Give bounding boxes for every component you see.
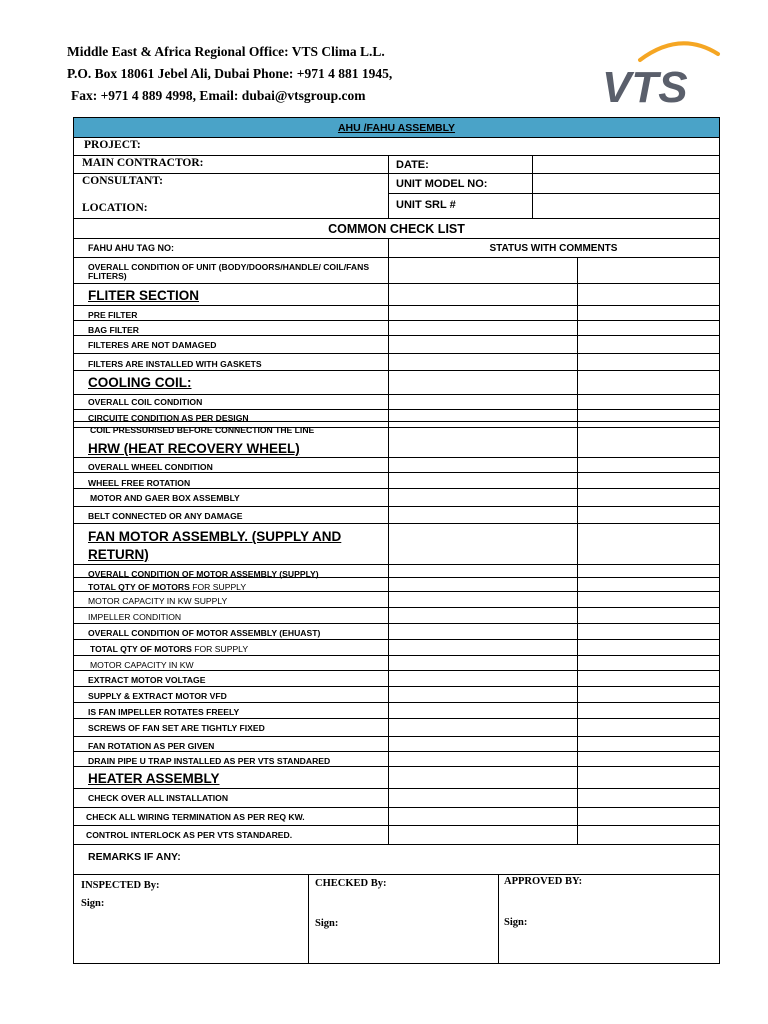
approver-sign-label: Sign: bbox=[504, 917, 528, 928]
overall-unit-line2: FLITERS) bbox=[88, 271, 127, 281]
filter-section-heading: FLITER SECTION bbox=[88, 288, 199, 303]
logo-text: VTS bbox=[602, 63, 688, 108]
office-address-line: Middle East & Africa Regional Office: VTS Clima L.L. bbox=[67, 44, 385, 59]
cooling-coil-heading: COOLING COIL: bbox=[88, 375, 192, 390]
overall-motor-supply-label: OVERALL CONDITION OF MOTOR ASSEMBLY (SUPPLY) bbox=[88, 569, 319, 579]
fan-motor-heading-2: RETURN) bbox=[88, 547, 149, 562]
circuit-condition-label: CIRCUITE CONDITION AS PER DESIGN bbox=[88, 413, 249, 423]
coil-pressurised-label: COIL PRESSURISED BEFORE CONNECTION THE LINE bbox=[90, 425, 315, 435]
bag-filter-label: BAG FILTER bbox=[88, 325, 139, 335]
form-title: AHU /FAHU ASSEMBLY bbox=[337, 122, 456, 134]
overall-unit-line1: OVERALL CONDITION OF UNIT (BODY/DOORS/HANDLE/ COIL/FANS bbox=[88, 262, 370, 272]
tag-label: FAHU AHU TAG NO: bbox=[88, 243, 174, 253]
approved-by-label: APPROVED BY: bbox=[504, 876, 583, 887]
supply-extract-vfd-label: SUPPLY & EXTRACT MOTOR VFD bbox=[88, 691, 227, 701]
status-comments-label: STATUS WITH COMMENTS bbox=[489, 243, 618, 254]
control-interlock-label: CONTROL INTERLOCK AS PER VTS STANDARED. bbox=[86, 830, 293, 840]
status-column-divider bbox=[577, 258, 578, 845]
check-installation-label: CHECK OVER ALL INSTALLATION bbox=[88, 793, 229, 803]
overall-wheel-label: OVERALL WHEEL CONDITION bbox=[88, 462, 213, 472]
filters-not-damaged-label: FILTERES ARE NOT DAMAGED bbox=[88, 340, 217, 350]
checker-sign-label: Sign: bbox=[315, 918, 339, 929]
heater-assembly-heading: HEATER ASSEMBLY bbox=[88, 771, 220, 786]
remarks-label: REMARKS IF ANY: bbox=[88, 851, 181, 863]
form-title-bar bbox=[74, 118, 719, 138]
extract-voltage-label: EXTRACT MOTOR VOLTAGE bbox=[88, 675, 206, 685]
checked-by-label: CHECKED By: bbox=[315, 878, 387, 889]
po-box-phone-line: P.O. Box 18061 Jebel Ali, Dubai Phone: +971 4 881 1945, bbox=[67, 66, 393, 81]
main-contractor-label: MAIN CONTRACTOR: bbox=[82, 157, 204, 169]
vts-logo bbox=[600, 36, 722, 108]
consultant-label: CONSULTANT: bbox=[82, 175, 163, 187]
location-label: LOCATION: bbox=[82, 202, 148, 214]
motor-gear-label: MOTOR AND GAER BOX ASSEMBLY bbox=[90, 493, 240, 503]
impeller-condition-label: IMPELLER CONDITION bbox=[88, 612, 182, 622]
fan-rotation-label: FAN ROTATION AS PER GIVEN bbox=[88, 741, 215, 751]
unit-model-label: UNIT MODEL NO: bbox=[396, 178, 488, 190]
belt-label: BELT CONNECTED OR ANY DAMAGE bbox=[88, 511, 243, 521]
pre-filter-label: PRE FILTER bbox=[88, 310, 138, 320]
fax-email-line: Fax: +971 4 889 4998, Email: dubai@vtsgroup.com bbox=[71, 88, 366, 103]
common-check-list-heading: COMMON CHECK LIST bbox=[328, 222, 465, 236]
total-qty-supply-label-2: TOTAL QTY OF MOTORS FOR SUPPLY bbox=[90, 644, 249, 654]
motor-capacity-kw-label: MOTOR CAPACITY IN KW bbox=[90, 660, 194, 670]
project-row bbox=[74, 138, 719, 156]
check-wiring-label: CHECK ALL WIRING TERMINATION AS PER REQ KW. bbox=[86, 812, 305, 822]
unit-srl-label: UNIT SRL # bbox=[396, 199, 456, 211]
fan-motor-heading-1: FAN MOTOR ASSEMBLY. (SUPPLY AND bbox=[88, 529, 342, 544]
checklist-row bbox=[74, 306, 719, 321]
drain-pipe-label: DRAIN PIPE U TRAP INSTALLED AS PER VTS STANDARED bbox=[88, 756, 331, 766]
wheel-free-label: WHEEL FREE ROTATION bbox=[88, 478, 191, 488]
assembly-checklist-form bbox=[73, 117, 720, 964]
project-label: PROJECT: bbox=[84, 139, 141, 151]
date-label: DATE: bbox=[396, 159, 429, 171]
status-column-divider bbox=[388, 258, 389, 845]
motor-capacity-supply-label: MOTOR CAPACITY IN KW SUPPLY bbox=[88, 596, 228, 606]
inspector-sign-label: Sign: bbox=[81, 898, 105, 909]
inspected-by-label: INSPECTED By: bbox=[81, 880, 160, 891]
screws-label: SCREWS OF FAN SET ARE TIGHTLY FIXED bbox=[88, 723, 265, 733]
overall-coil-label: OVERALL COIL CONDITION bbox=[88, 397, 203, 407]
logo-swoosh bbox=[640, 43, 718, 60]
hrw-heading: HRW (HEAT RECOVERY WHEEL) bbox=[88, 441, 300, 456]
fan-impeller-label: IS FAN IMPELLER ROTATES FREELY bbox=[88, 707, 240, 717]
filters-gaskets-label: FILTERS ARE INSTALLED WITH GASKETS bbox=[88, 359, 262, 369]
overall-motor-exhaust-label: OVERALL CONDITION OF MOTOR ASSEMBLY (EHUAST) bbox=[88, 628, 321, 638]
checklist-row bbox=[74, 321, 719, 336]
total-qty-supply-label: TOTAL QTY OF MOTORS FOR SUPPLY bbox=[88, 582, 247, 592]
